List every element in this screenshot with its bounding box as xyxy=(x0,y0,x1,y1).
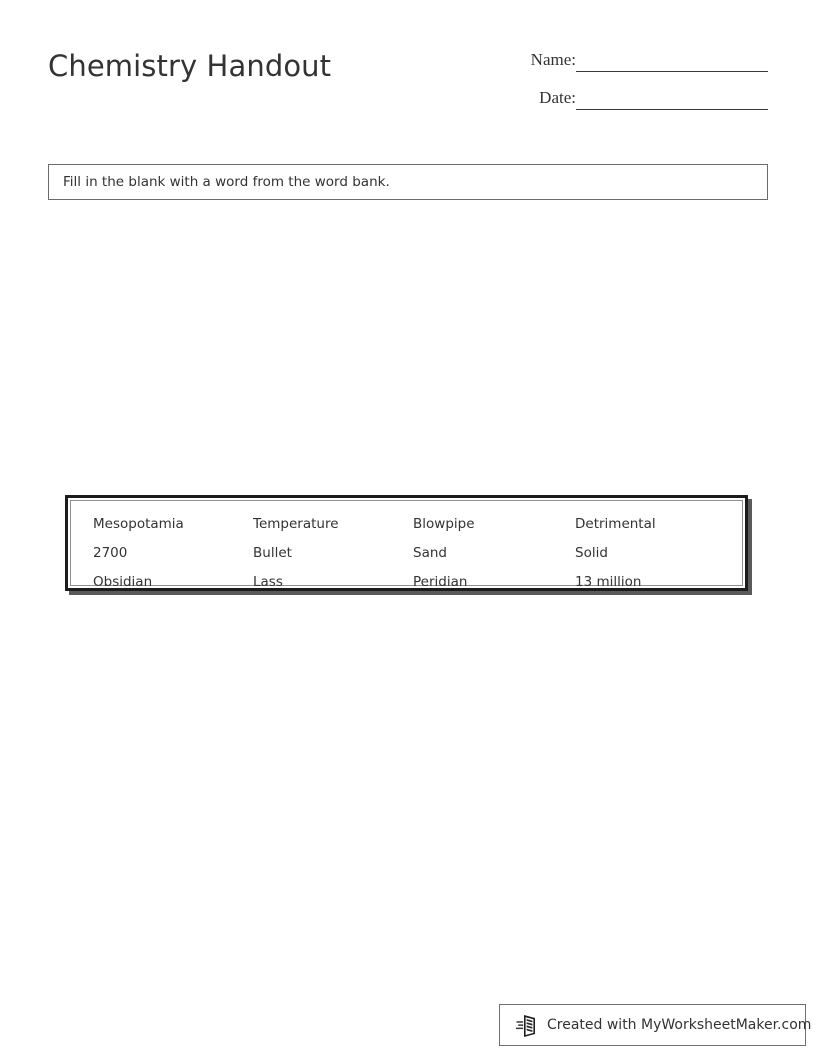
page-header xyxy=(48,44,768,124)
word-bank-word: Obsidian xyxy=(93,574,153,590)
name-date-block xyxy=(518,46,768,122)
word-bank-inner-frame xyxy=(70,500,743,590)
page-title: Chemistry Handout xyxy=(48,49,332,83)
instruction-text: Fill in the blank with a word from the word bank. xyxy=(63,174,390,190)
date-label: Date: xyxy=(539,88,576,107)
footer-badge-text: Created with MyWorksheetMaker.com xyxy=(547,1017,812,1033)
footer-badge[interactable] xyxy=(499,1004,812,1046)
instruction-box xyxy=(48,164,768,200)
word-bank-word: Solid xyxy=(575,545,608,561)
date-row xyxy=(518,84,768,122)
word-bank-word: Blowpipe xyxy=(413,516,475,532)
name-input-line[interactable] xyxy=(576,71,768,72)
word-bank-grid xyxy=(93,510,734,590)
word-bank-word: 2700 xyxy=(93,545,128,561)
word-bank-frame xyxy=(65,495,748,591)
worksheet-maker-logo-icon xyxy=(516,1013,538,1037)
word-bank-word: Peridian xyxy=(413,574,468,590)
word-bank-word: Temperature xyxy=(253,516,339,532)
footer-badge-row xyxy=(500,1005,812,1045)
word-bank-word: Detrimental xyxy=(575,516,656,532)
word-bank-word: Bullet xyxy=(253,545,292,561)
name-row xyxy=(518,46,768,84)
word-bank xyxy=(65,495,752,595)
name-label: Name: xyxy=(530,50,576,69)
word-bank-word: Mesopotamia xyxy=(93,516,184,532)
word-bank-word: Lass xyxy=(253,574,283,590)
date-input-line[interactable] xyxy=(576,109,768,110)
word-bank-word: 13 million xyxy=(575,574,642,590)
word-bank-word: Sand xyxy=(413,545,447,561)
